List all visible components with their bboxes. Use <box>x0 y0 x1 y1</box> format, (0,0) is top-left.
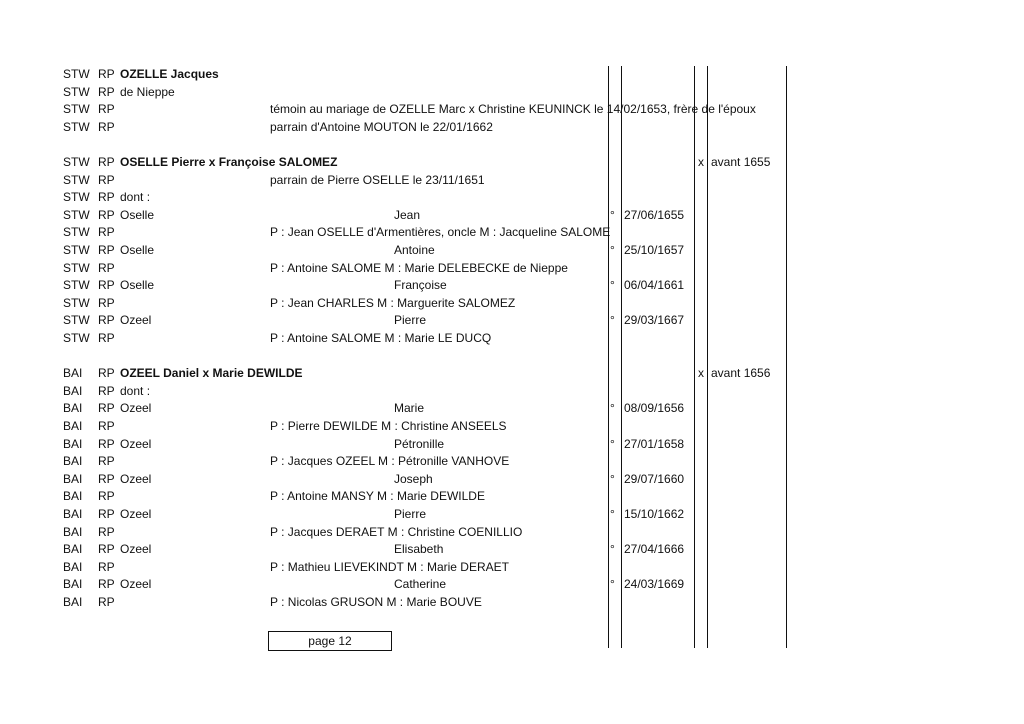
first-name-cell: Joseph <box>394 471 433 486</box>
register-cell: RP <box>98 119 115 134</box>
register-cell: RP <box>98 102 115 117</box>
register-cell: RP <box>98 207 115 222</box>
name-cell: OSELLE Pierre x Françoise SALOMEZ <box>120 155 338 169</box>
name-cell: Ozeel <box>120 577 152 592</box>
birth-mark: ° <box>610 577 615 592</box>
marriage-mark: x <box>698 155 704 169</box>
register-cell: RP <box>98 542 115 557</box>
register-cell: RP <box>98 225 115 240</box>
first-name-cell: Pierre <box>394 507 427 521</box>
birth-mark: ° <box>610 507 615 521</box>
table-row <box>0 154 1024 172</box>
table-row <box>0 312 1024 330</box>
name-cell: Ozeel <box>120 542 152 557</box>
table-row <box>0 224 1024 242</box>
name-cell: Ozeel <box>120 401 152 416</box>
date-cell: 29/03/1667 <box>624 313 685 328</box>
table-row <box>0 383 1024 401</box>
birth-mark: ° <box>610 436 615 451</box>
name-cell: Ozeel <box>120 471 152 486</box>
place-cell: STW <box>63 155 90 169</box>
note-cell: P : Jean OSELLE d'Armentières, oncle M : Jacqueline SALOME <box>270 225 611 240</box>
name-cell: Ozeel <box>120 436 152 451</box>
table-row <box>0 101 1024 119</box>
birth-mark: ° <box>610 401 615 416</box>
register-cell: RP <box>98 84 115 99</box>
note-cell: P : Mathieu LIEVEKINDT M : Marie DERAET <box>270 559 509 574</box>
place-cell: STW <box>63 172 90 187</box>
date-cell: 15/10/1662 <box>624 507 685 521</box>
name-cell: OZEEL Daniel x Marie DEWILDE <box>120 366 303 381</box>
table-row <box>0 576 1024 594</box>
place-cell: STW <box>63 119 90 134</box>
note-cell: témoin au mariage de OZELLE Marc x Christine KEUNINCK le 14/02/1653, frère de l'époux <box>270 102 756 117</box>
place-cell: BAI <box>63 489 83 504</box>
date-cell: 24/03/1669 <box>624 577 685 592</box>
note-cell: P : Jacques DERAET M : Christine COENILLIO <box>270 524 523 539</box>
register-cell: RP <box>98 436 115 451</box>
table-row <box>0 207 1024 225</box>
table-row <box>0 594 1024 612</box>
table-row <box>0 295 1024 313</box>
table-row <box>0 471 1024 489</box>
register-cell: RP <box>98 524 115 539</box>
first-name-cell: Pierre <box>394 313 427 328</box>
table-row <box>0 541 1024 559</box>
register-cell: RP <box>98 383 115 398</box>
date-cell: 27/04/1666 <box>624 542 685 557</box>
table-row <box>0 418 1024 436</box>
note-cell: P : Antoine SALOME M : Marie DELEBECKE de Nieppe <box>270 260 568 275</box>
table-row <box>0 506 1024 524</box>
table-row <box>0 330 1024 348</box>
table-row <box>0 189 1024 207</box>
place-cell: BAI <box>63 507 83 521</box>
date-cell: 27/01/1658 <box>624 436 685 451</box>
birth-mark: ° <box>610 542 615 557</box>
table-row <box>0 559 1024 577</box>
date-cell: 08/09/1656 <box>624 401 685 416</box>
place-cell: BAI <box>63 542 83 557</box>
register-cell: RP <box>98 419 115 433</box>
register-cell: RP <box>98 155 115 169</box>
page-number: page 12 <box>268 631 392 651</box>
register-cell: RP <box>98 559 115 574</box>
first-name-cell: Elisabeth <box>394 542 444 557</box>
birth-mark: ° <box>610 243 615 257</box>
name-cell: dont : <box>120 190 151 205</box>
name-cell: de Nieppe <box>120 84 175 99</box>
place-cell: BAI <box>63 471 83 486</box>
register-cell: RP <box>98 67 115 81</box>
name-cell: Oselle <box>120 207 155 222</box>
date-cell: 29/07/1660 <box>624 471 685 486</box>
place-cell: STW <box>63 278 90 293</box>
table-row <box>0 172 1024 190</box>
table-row <box>0 242 1024 260</box>
first-name-cell: Marie <box>394 401 425 416</box>
register-cell: RP <box>98 313 115 328</box>
place-cell: BAI <box>63 436 83 451</box>
register-cell: RP <box>98 454 115 469</box>
register-cell: RP <box>98 260 115 275</box>
place-cell: BAI <box>63 454 83 469</box>
birth-mark: ° <box>610 278 615 293</box>
place-cell: BAI <box>63 366 83 381</box>
place-cell: BAI <box>63 524 83 539</box>
name-cell: OZELLE Jacques <box>120 67 219 81</box>
marriage-mark: x <box>698 366 704 381</box>
name-cell: Oselle <box>120 278 155 293</box>
place-cell: BAI <box>63 595 83 609</box>
note-cell: P : Jacques OZEEL M : Pétronille VANHOVE <box>270 454 510 469</box>
place-cell: STW <box>63 225 90 240</box>
first-name-cell: Françoise <box>394 278 447 293</box>
register-cell: RP <box>98 577 115 592</box>
blank-row <box>0 348 1024 366</box>
table-row <box>0 400 1024 418</box>
name-cell: Ozeel <box>120 507 152 521</box>
register-cell: RP <box>98 190 115 205</box>
date-cell: 06/04/1661 <box>624 278 685 293</box>
note-cell: P : Nicolas GRUSON M : Marie BOUVE <box>270 595 482 609</box>
place-cell: BAI <box>63 559 83 574</box>
marriage-date-cell: avant 1655 <box>711 155 771 169</box>
first-name-cell: Jean <box>394 207 421 222</box>
place-cell: STW <box>63 84 90 99</box>
place-cell: STW <box>63 331 90 345</box>
birth-mark: ° <box>610 313 615 328</box>
register-cell: RP <box>98 366 115 381</box>
date-cell: 27/06/1655 <box>624 207 685 222</box>
name-cell: Ozeel <box>120 313 152 328</box>
place-cell: BAI <box>63 401 83 416</box>
marriage-date-cell: avant 1656 <box>711 366 771 381</box>
blank-row <box>0 136 1024 154</box>
register-cell: RP <box>98 507 115 521</box>
name-cell: Oselle <box>120 243 155 257</box>
table-row <box>0 84 1024 102</box>
table-row <box>0 488 1024 506</box>
note-cell: parrain d'Antoine MOUTON le 22/01/1662 <box>270 119 493 134</box>
note-cell: P : Jean CHARLES M : Marguerite SALOMEZ <box>270 295 516 310</box>
table-row <box>0 436 1024 454</box>
register-cell: RP <box>98 243 115 257</box>
place-cell: STW <box>63 260 90 275</box>
table-row <box>0 365 1024 383</box>
table-row <box>0 119 1024 137</box>
table-row <box>0 524 1024 542</box>
table-row <box>0 66 1024 84</box>
register-cell: RP <box>98 489 115 504</box>
register-cell: RP <box>98 295 115 310</box>
first-name-cell: Pétronille <box>394 436 445 451</box>
register-cell: RP <box>98 172 115 187</box>
date-cell: 25/10/1657 <box>624 243 685 257</box>
place-cell: STW <box>63 102 90 117</box>
note-cell: P : Antoine MANSY M : Marie DEWILDE <box>270 489 485 504</box>
birth-mark: ° <box>610 207 615 222</box>
register-cell: RP <box>98 401 115 416</box>
name-cell: dont : <box>120 383 151 398</box>
place-cell: STW <box>63 313 90 328</box>
register-cell: RP <box>98 595 115 609</box>
register-cell: RP <box>98 331 115 345</box>
table-row <box>0 277 1024 295</box>
place-cell: STW <box>63 243 90 257</box>
place-cell: STW <box>63 67 90 81</box>
place-cell: BAI <box>63 419 83 433</box>
register-cell: RP <box>98 471 115 486</box>
place-cell: STW <box>63 190 90 205</box>
register-cell: RP <box>98 278 115 293</box>
place-cell: BAI <box>63 577 83 592</box>
note-cell: P : Antoine SALOME M : Marie LE DUCQ <box>270 331 492 345</box>
table-row <box>0 453 1024 471</box>
first-name-cell: Catherine <box>394 577 447 592</box>
place-cell: BAI <box>63 383 83 398</box>
place-cell: STW <box>63 295 90 310</box>
first-name-cell: Antoine <box>394 243 435 257</box>
note-cell: parrain de Pierre OSELLE le 23/11/1651 <box>270 172 485 187</box>
place-cell: STW <box>63 207 90 222</box>
note-cell: P : Pierre DEWILDE M : Christine ANSEELS <box>270 419 507 433</box>
birth-mark: ° <box>610 471 615 486</box>
table-row <box>0 260 1024 278</box>
